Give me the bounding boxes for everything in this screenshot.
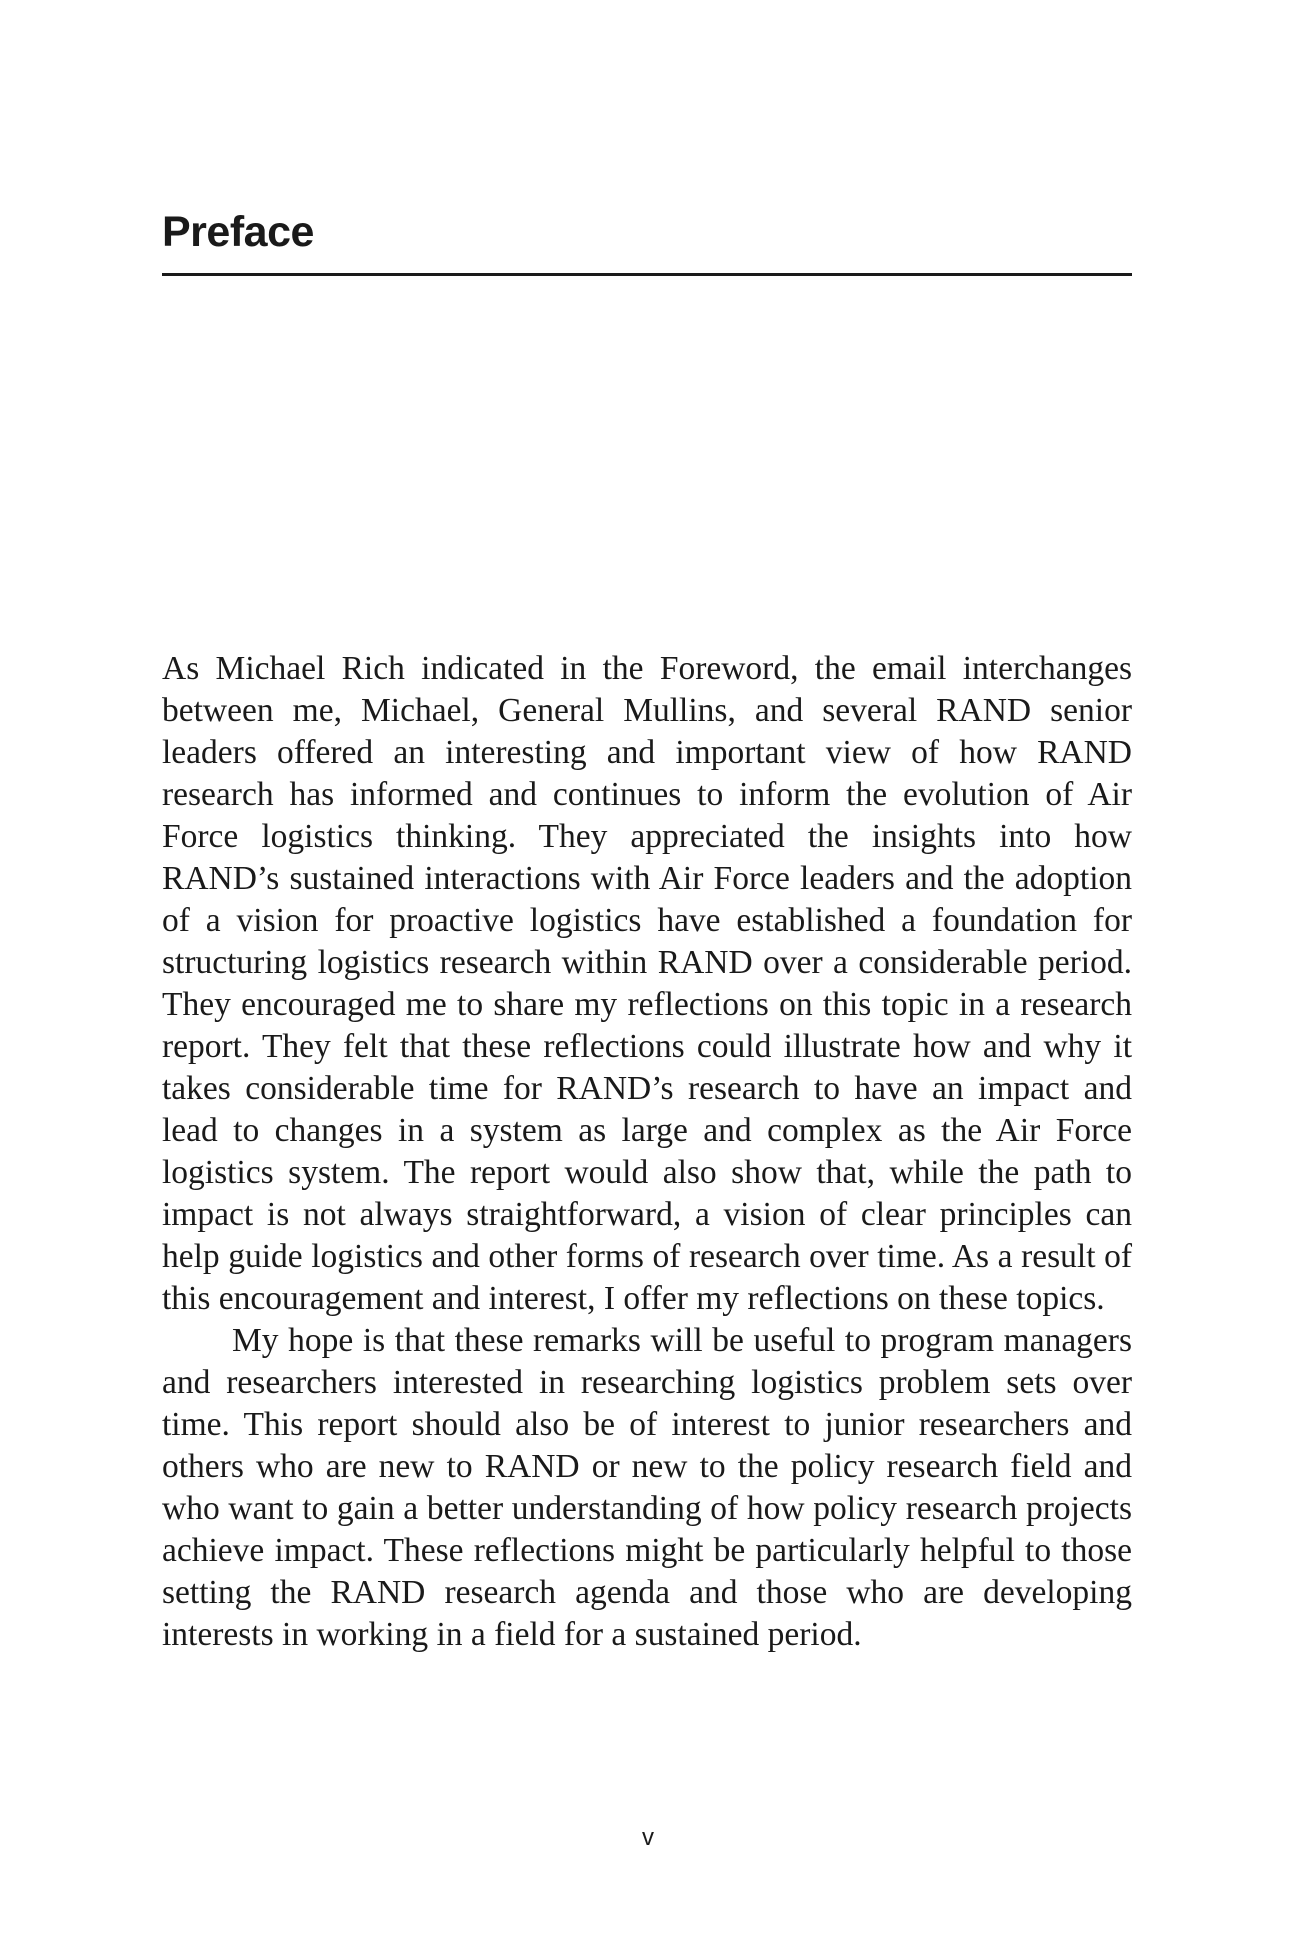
body-text — [162, 648, 1132, 1656]
page-title: Preface — [162, 208, 314, 256]
paragraph-2: My hope is that these remarks will be useful to program managers and researchers interested in researching logistics problem sets over time. This report should also be of interest to junior researchers and others who are new to RAND or new to the policy research field and who want to gain a better understanding of how policy research projects achieve impact. These reflections might be particularly helpful to those setting the RAND research agenda and those who are developing interests in working in a field for a sustained period. — [162, 1322, 1132, 1653]
page-number: v — [642, 1824, 654, 1851]
title-rule-divider — [162, 273, 1132, 276]
paragraph-1: As Michael Rich indicated in the Foreword, the email interchanges between me, Michael, General Mullins, and several RAND senior leaders offered an interesting and important view of how RAND research has informed and continues to inform the evolution of Air Force logistics thinking. They appreciated the insights into how RAND’s sustained interactions with Air Force leaders and the adoption of a vision for proactive logistics have established a foundation for structuring logistics research within RAND over a considerable period. They encouraged me to share my reflections on this topic in a research report. They felt that these reflections could illustrate how and why it takes considerable time for RAND’s research to have an impact and lead to changes in a system as large and complex as the Air Force logistics system. The report would also show that, while the path to impact is not always straightforward, a vision of clear principles can help guide logistics and other forms of research over time. As a result of this encouragement and interest, I offer my reflections on these topics. — [162, 650, 1132, 1317]
